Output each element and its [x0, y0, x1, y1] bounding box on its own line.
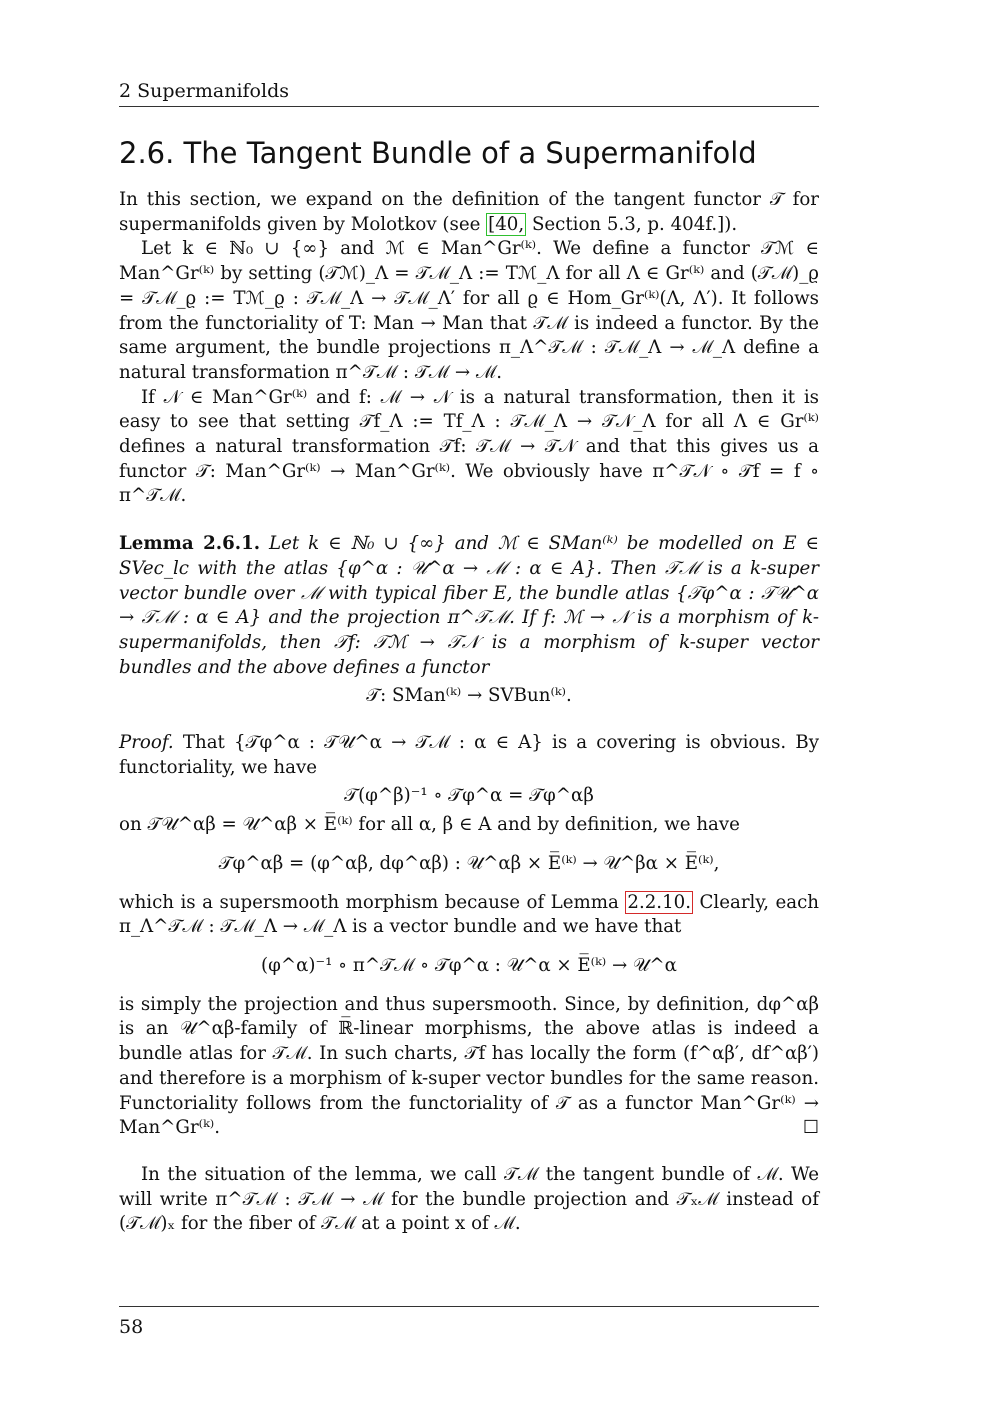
proof-text-1: That {𝒯φ^α : 𝒯𝒰^α → 𝒯ℳ : α ∈ A} is a covering is obvious. By functoriality, we have: [119, 732, 819, 778]
intro-text-pre: In this section, we expand on the definition of the tangent functor 𝒯 for supermanifolds given by Molotkov (see: [119, 189, 819, 235]
intro-text-post: Section 5.3, p. 404f.]).: [526, 213, 738, 235]
proof-text-4: [119, 993, 819, 1141]
page-number: 58: [119, 1316, 144, 1338]
lemma-reference-link[interactable]: 2.2.10.: [627, 891, 692, 913]
lemma-label: Lemma 2.6.1.: [119, 533, 261, 555]
intro-paragraph: [119, 188, 819, 237]
proof-text-3-pre: which is a supersmooth morphism because of Lemma: [119, 891, 626, 913]
proof-equation-2: 𝒯φ^αβ = (φ^αβ, dφ^αβ) : 𝒰^αβ × E̅⁽ᵏ⁾ → 𝒰^βα × E̅⁽ᵏ⁾,: [218, 852, 720, 874]
paragraph-natural-transformation: If 𝒩 ∈ Man^Gr⁽ᵏ⁾ and f: ℳ → 𝒩 is a natural transformation, then it is easy to see that setting 𝒯f_Λ := Tf_Λ : 𝒯ℳ_Λ → 𝒯𝒩_Λ for all Λ ∈ Gr⁽ᵏ⁾ defines a natural transformation 𝒯f: 𝒯ℳ → 𝒯𝒩 and that this gives us a functor 𝒯: Man^Gr⁽ᵏ⁾ → Man^Gr⁽ᵏ⁾. We obviously have π^𝒯𝒩 ∘ 𝒯f = f ∘ π^𝒯ℳ.: [119, 386, 819, 507]
lemma: [119, 532, 819, 680]
proof-equation-1: 𝒯(φ^β)⁻¹ ∘ 𝒯φ^α = 𝒯φ^αβ: [344, 785, 594, 807]
proof-equation-3: (φ^α)⁻¹ ∘ π^𝒯ℳ ∘ 𝒯φ^α : 𝒰^α × E̅⁽ᵏ⁾ → 𝒰^α: [261, 954, 677, 976]
proof-text-3-post: Clearly, each π_Λ^𝒯ℳ : 𝒯ℳ_Λ → ℳ_Λ is a vector bundle and we have that: [119, 891, 820, 938]
proof-label: Proof.: [119, 732, 174, 754]
section-title: 2.6. The Tangent Bundle of a Supermanifold: [119, 136, 757, 170]
paragraph-functor-definition: Let k ∈ ℕ₀ ∪ {∞} and ℳ ∈ Man^Gr⁽ᵏ⁾. We define a functor 𝒯ℳ ∈ Man^Gr⁽ᵏ⁾ by setting (𝒯ℳ)_Λ = 𝒯ℳ_Λ := Tℳ_Λ for all Λ ∈ Gr⁽ᵏ⁾ and (𝒯ℳ)_ϱ = 𝒯ℳ_ϱ := Tℳ_ϱ : 𝒯ℳ_Λ → 𝒯ℳ_Λ′ for all ϱ ∈ Hom_Gr⁽ᵏ⁾(Λ, Λ′). It follows from the functoriality of T: Man → Man that 𝒯ℳ is indeed a functor. By the same argument, the bundle projections π_Λ^𝒯ℳ : 𝒯ℳ_Λ → ℳ_Λ define a natural transformation π^𝒯ℳ : 𝒯ℳ → ℳ.: [119, 238, 819, 383]
qed-symbol: ☐: [802, 1117, 819, 1139]
lemma-display-equation: 𝒯: SMan⁽ᵏ⁾ → SVBun⁽ᵏ⁾.: [366, 685, 572, 707]
footer-rule: [119, 1306, 819, 1307]
proof: [119, 731, 819, 780]
proof-text-4-body: is simply the projection and thus supersmooth. Since, by definition, dφ^αβ is an 𝒰^αβ-family of ℝ̅-linear morphisms, the above atlas is indeed a bundle atlas for 𝒯ℳ. In such charts, 𝒯f has locally the form (f^αβ′, df^αβ′) and therefore is a morphism of k-super vector bundles for the same reason. Functoriality follows from the functoriality of 𝒯 as a functor Man^Gr⁽ᵏ⁾ → Man^Gr⁽ᵏ⁾.: [119, 993, 819, 1139]
running-head: 2 Supermanifolds: [119, 80, 289, 102]
final-paragraph: In the situation of the lemma, we call 𝒯ℳ the tangent bundle of ℳ. We will write π^𝒯ℳ : 𝒯ℳ → ℳ for the bundle projection and 𝒯ₓℳ instead of (𝒯ℳ)ₓ for the fiber of 𝒯ℳ at a point x of ℳ.: [119, 1163, 819, 1235]
proof-text-2: on 𝒯𝒰^αβ = 𝒰^αβ × E̅⁽ᵏ⁾ for all α, β ∈ A and by definition, we have: [119, 814, 740, 836]
lemma-text: Let k ∈ ℕ₀ ∪ {∞} and ℳ ∈ SMan⁽ᵏ⁾ be modelled on E ∈ SVec_lc with the atlas {φ^α : 𝒰^α → ℳ : α ∈ A}. Then 𝒯ℳ is a k-super vector bundle over ℳ with typical fiber E, the bundle atlas {𝒯φ^α : 𝒯𝒰^α → 𝒯ℳ : α ∈ A} and the projection π^𝒯ℳ. If f: ℳ → 𝒩 is a morphism of k-supermanifolds, then 𝒯f: 𝒯ℳ → 𝒯𝒩 is a morphism of k-super vector bundles and the above defines a functor: [119, 533, 819, 678]
body-text: [119, 188, 819, 1237]
header-rule: [119, 106, 819, 107]
proof-text-3: [119, 891, 819, 940]
citation-link[interactable]: [40,: [488, 213, 525, 235]
